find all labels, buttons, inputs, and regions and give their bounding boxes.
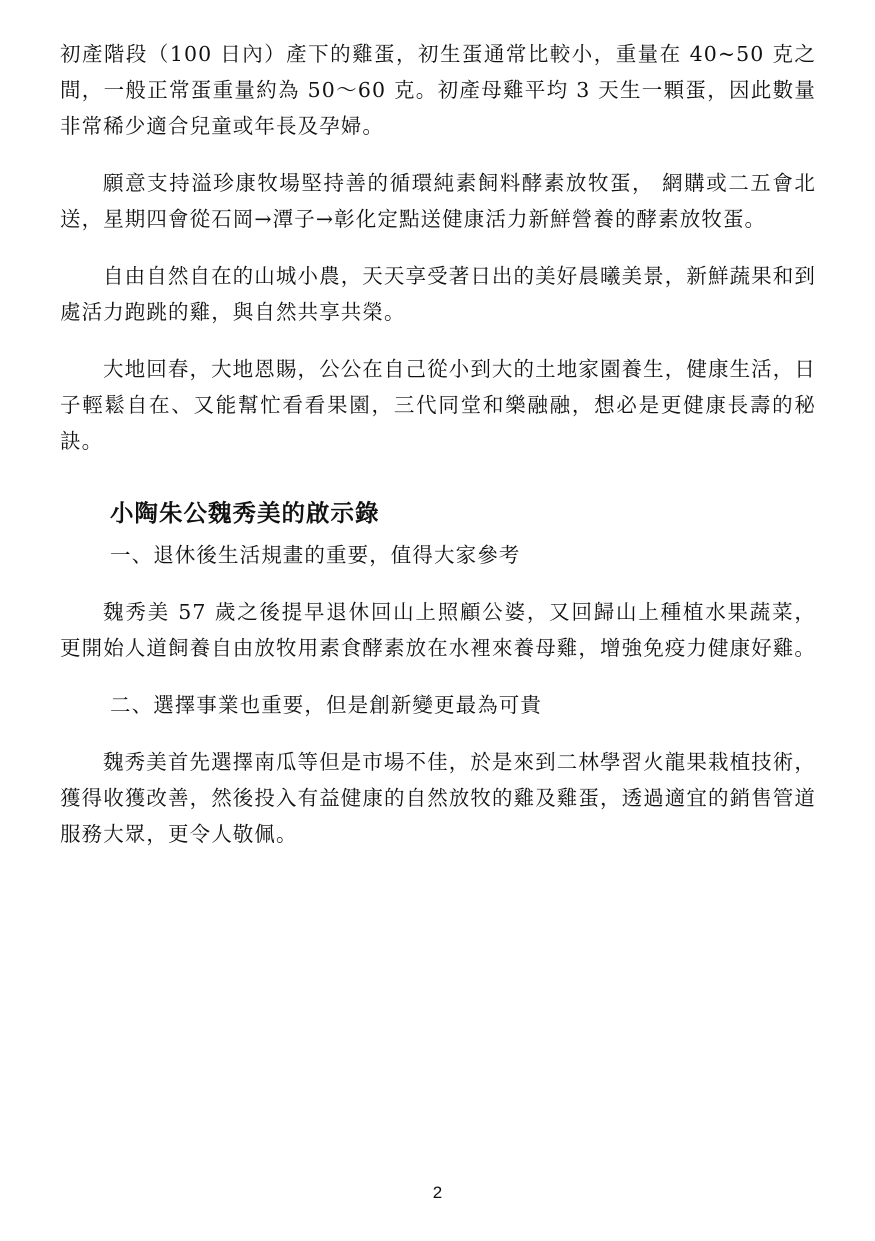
paragraph-support-ranch: 願意支持溢珍康牧場堅持善的循環純素飼料酵素放牧蛋， 網購或二五會北送，星期四會從石岡→潭子→彰化定點送健康活力新鮮營養的酵素放牧蛋。 — [60, 171, 816, 231]
point-1-body: 魏秀美 57 歲之後提早退休回山上照顧公婆，又回歸山上種植水果蔬菜，更開始人道飼養自由放牧用素食酵素放在水裡來養母雞，增強免疫力健康好雞。 — [60, 600, 816, 660]
page-content — [60, 36, 816, 873]
point-1-heading: 一、退休後生活規畫的重要，值得大家參考 — [110, 543, 521, 567]
point-2-body: 魏秀美首先選擇南瓜等但是市場不佳，於是來到二林學習火龍果栽植技術，獲得收獲改善，然後投入有益健康的自然放牧的雞及雞蛋，透過適宜的銷售管道服務大眾，更令人敬佩。 — [60, 750, 816, 846]
point-2-heading: 二、選擇事業也重要，但是創新變更最為可貴 — [110, 693, 542, 717]
section-title: 小陶朱公魏秀美的啟示錄 — [110, 499, 380, 527]
paragraph-mountain-farmer: 自由自然自在的山城小農，天天享受著日出的美好晨曦美景，新鮮蔬果和到處活力跑跳的雞，與自然共享共榮。 — [60, 264, 816, 324]
paragraph-first-eggs: 初產階段（100 日內）產下的雞蛋，初生蛋通常比較小，重量在 40~50 克之間，一般正常蛋重量約為 50～60 克。初產母雞平均 3 天生一顆蛋，因此數量非常稀少適合兒童或年長及孕婦。 — [60, 42, 816, 138]
paragraph-spring-family: 大地回春，大地恩賜，公公在自己從小到大的土地家園養生，健康生活，日子輕鬆自在、又能幫忙看看果園，三代同堂和樂融融，想必是更健康長壽的秘訣。 — [60, 357, 816, 453]
page-number: 2 — [432, 1183, 443, 1202]
